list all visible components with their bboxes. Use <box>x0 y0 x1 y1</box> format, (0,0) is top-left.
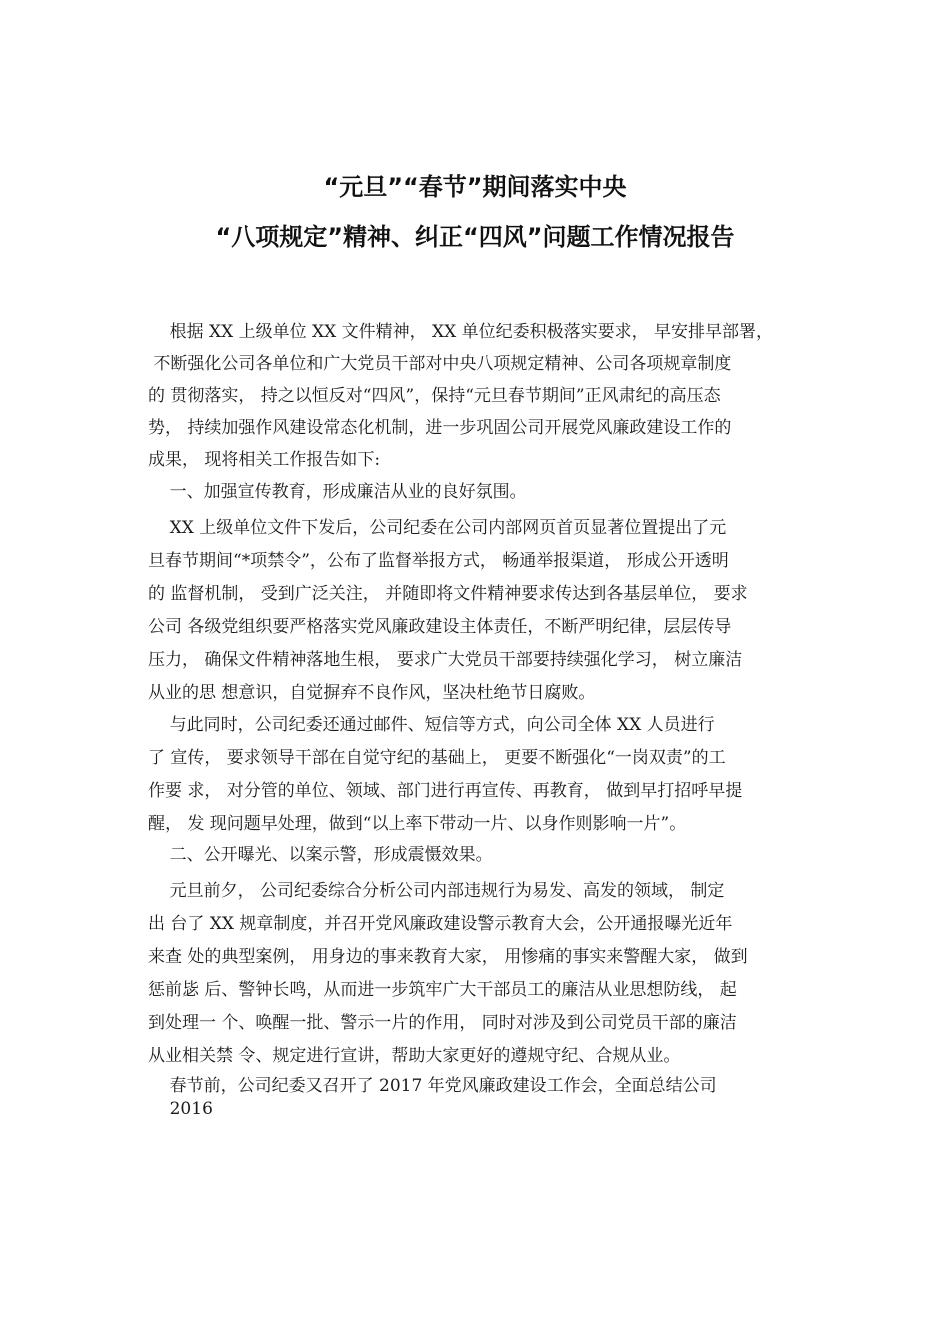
body-text-line: 来查 处的典型案例， 用身边的事来教育大家， 用惨痛的事实来警醒大家， 做到 <box>148 947 748 967</box>
section-heading-2: 二、公开曝光、以案示警，形成震慑效果。 <box>148 845 493 865</box>
body-text-line: 根据 XX 上级单位 XX 文件精神， XX 单位纪委积极落实要求， 早安排早部署， <box>148 322 774 342</box>
body-text-line: 元旦前夕， 公司纪委综合分析公司内部违规行为易发、高发的领域， 制定 <box>148 881 725 901</box>
body-text-line: 作要 求， 对分管的单位、领域、部门进行再宣传、再教育， 做到早打招呼早提 <box>148 781 743 801</box>
document-title-line-1: “元旦”“春节”期间落实中央 <box>323 173 627 201</box>
body-text-line: 惩前毖 后、警钟长鸣，从而进一步筑牢广大干部员工的廉洁从业思想防线， 起 <box>148 980 737 1000</box>
body-text-line: 了 宣传， 要求领导干部在自觉守纪的基础上， 更要不断强化“一岗双责”的工 <box>148 748 726 768</box>
body-text-line: 压力， 确保文件精神落地生根， 要求广大党员干部要持续强化学习， 树立廉洁 <box>148 650 743 670</box>
body-text-line: 不断强化公司各单位和广大党员干部对中央八项规定精神、公司各项规章制度 <box>148 354 732 374</box>
body-text-line: 出 台了 XX 规章制度，并召开党风廉政建设警示教育大会，公开通报曝光近年 <box>148 914 733 934</box>
body-text-line: 的 监督机制， 受到广泛关注， 并随即将文件精神要求传达到各基层单位， 要求 <box>148 584 748 604</box>
body-text-line: 的 贯彻落实， 持之以恒反对“四风”，保持“元旦春节期间”正风肃纪的高压态 <box>148 386 721 406</box>
body-text-line: 成果， 现将相关工作报告如下: <box>148 450 381 470</box>
body-text-line: 旦春节期间“*项禁令”，公布了监督举报方式， 畅通举报渠道， 形成公开透明 <box>148 551 729 571</box>
document-title-line-2: “八项规定”精神、纠正“四风”问题工作情况报告 <box>215 223 735 251</box>
body-text-line: 势， 持续加强作风建设常态化机制，进一步巩固公司开展党风廉政建设工作的 <box>148 418 732 438</box>
body-text-line: 与此同时，公司纪委还通过邮件、短信等方式，向公司全体 XX 人员进行 <box>148 715 715 735</box>
body-text-line: 公司 各级党组织要严格落实党风廉政建设主体责任，不断严明纪律，层层传导 <box>148 617 732 637</box>
body-text-line: 从业相关禁 令、规定进行宣讲，帮助大家更好的遵规守纪、合规从业。 <box>148 1046 681 1066</box>
body-text-line: 到处理一 个、唤醒一批、警示一片的作用， 同时对涉及到公司党员干部的廉洁 <box>148 1013 737 1033</box>
body-text-line: 春节前，公司纪委又召开了 2017 年党风廉政建设工作会，全面总结公司 <box>148 1076 717 1096</box>
section-heading-1: 一、加强宣传教育，形成廉洁从业的良好氛围。 <box>148 482 527 502</box>
body-text-line: 2016 <box>148 1099 213 1119</box>
body-text-line: 醒， 发 现问题早处理，做到“以上率下带动一片、以身作则影响一片”。 <box>148 814 687 834</box>
body-text-line: 从业的思 想意识，自觉摒弃不良作风，坚决杜绝节日腐败。 <box>148 683 596 703</box>
body-text-line: XX 上级单位文件下发后，公司纪委在公司内部网页首页显著位置提出了元 <box>148 518 727 538</box>
